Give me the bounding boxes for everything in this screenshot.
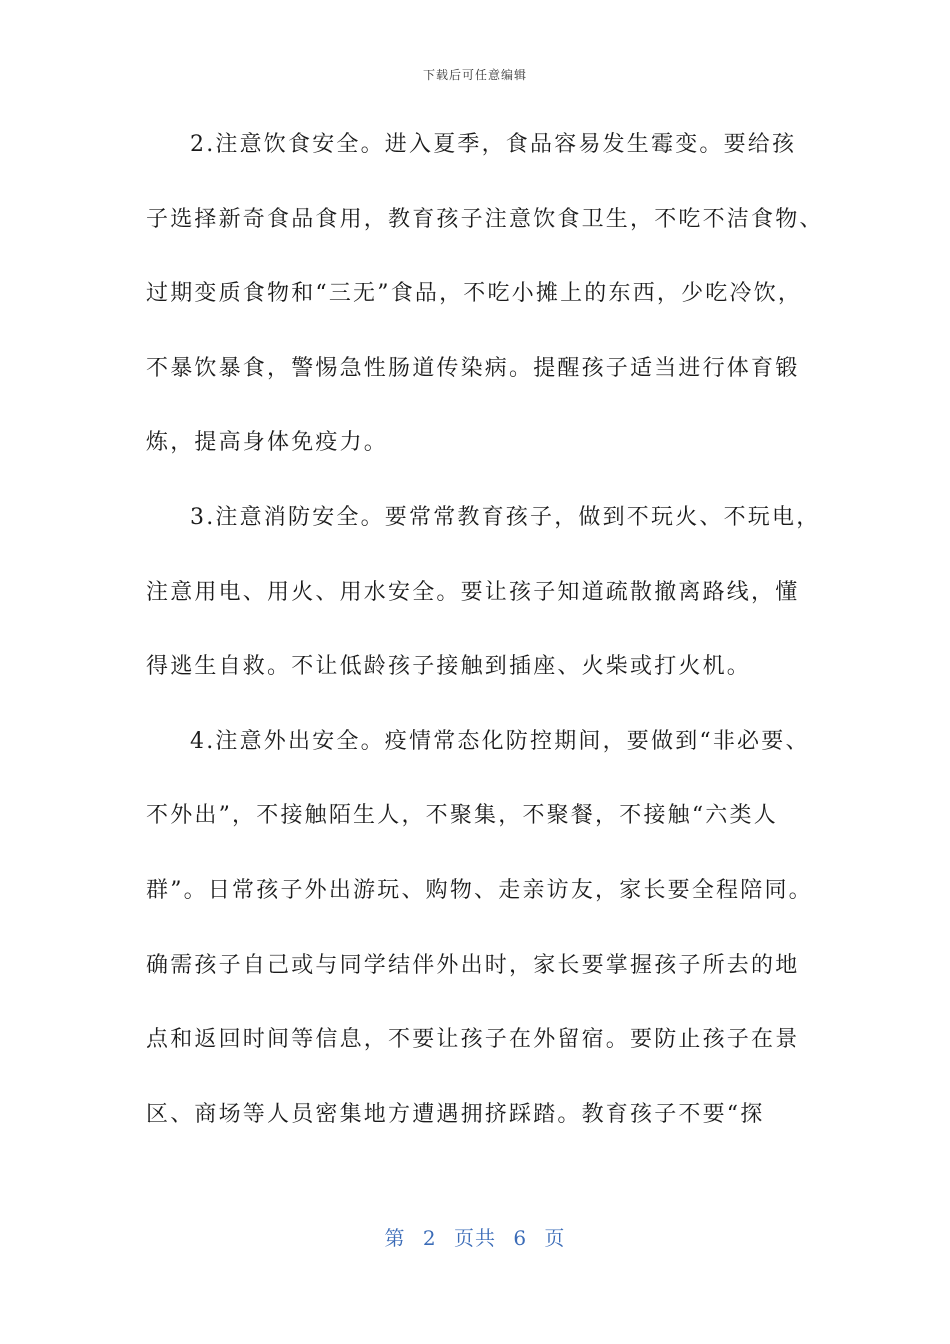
text-line: 4.注意外出安全。疫情常态化防控期间，要做到“非必要、	[190, 728, 810, 754]
text-line: 2.注意饮食安全。进入夏季，食品容易发生霉变。要给孩	[190, 132, 797, 157]
text-line: 3.注意消防安全。要常常教育孩子，做到不玩火、不玩电，	[190, 504, 821, 530]
text-line: 点和返回时间等信息，不要让孩子在外留宿。要防止孩子在景	[146, 1027, 800, 1053]
text-line: 区、商场等人员密集地方遭遇拥挤踩踏。教育孩子不要“探	[146, 1101, 765, 1127]
text-line: 群”。日常孩子外出游玩、购物、走亲访友，家长要全程陪同。	[146, 877, 813, 903]
page-number-label: 第 2 页共 6 页	[384, 1226, 566, 1250]
text-line: 得逃生自救。不让低龄孩子接触到插座、火柴或打火机。	[146, 654, 752, 680]
text-line: 不外出”，不接触陌生人，不聚集，不聚餐，不接触“六类人	[146, 803, 778, 829]
text-line: 注意用电、用火、用水安全。要让孩子知道疏散撤离路线，懂	[146, 579, 800, 605]
header-note: 下载后可任意编辑	[422, 68, 527, 82]
text-line: 子选择新奇食品食用，教育孩子注意饮食卫生，不吃不洁食物、	[146, 206, 824, 232]
document-body	[146, 120, 824, 1164]
text-line: 不暴饮暴食，警惕急性肠道传染病。提醒孩子适当进行体育锻	[146, 355, 800, 381]
text-line: 过期变质食物和“三无”食品，不吃小摊上的东西，少吃冷饮，	[146, 281, 803, 307]
page-number-footer	[0, 1222, 950, 1251]
text-line: 炼，提高身体免疫力。	[146, 430, 389, 456]
text-line: 确需孩子自己或与同学结伴外出时，家长要掌握孩子所去的地	[146, 952, 800, 978]
